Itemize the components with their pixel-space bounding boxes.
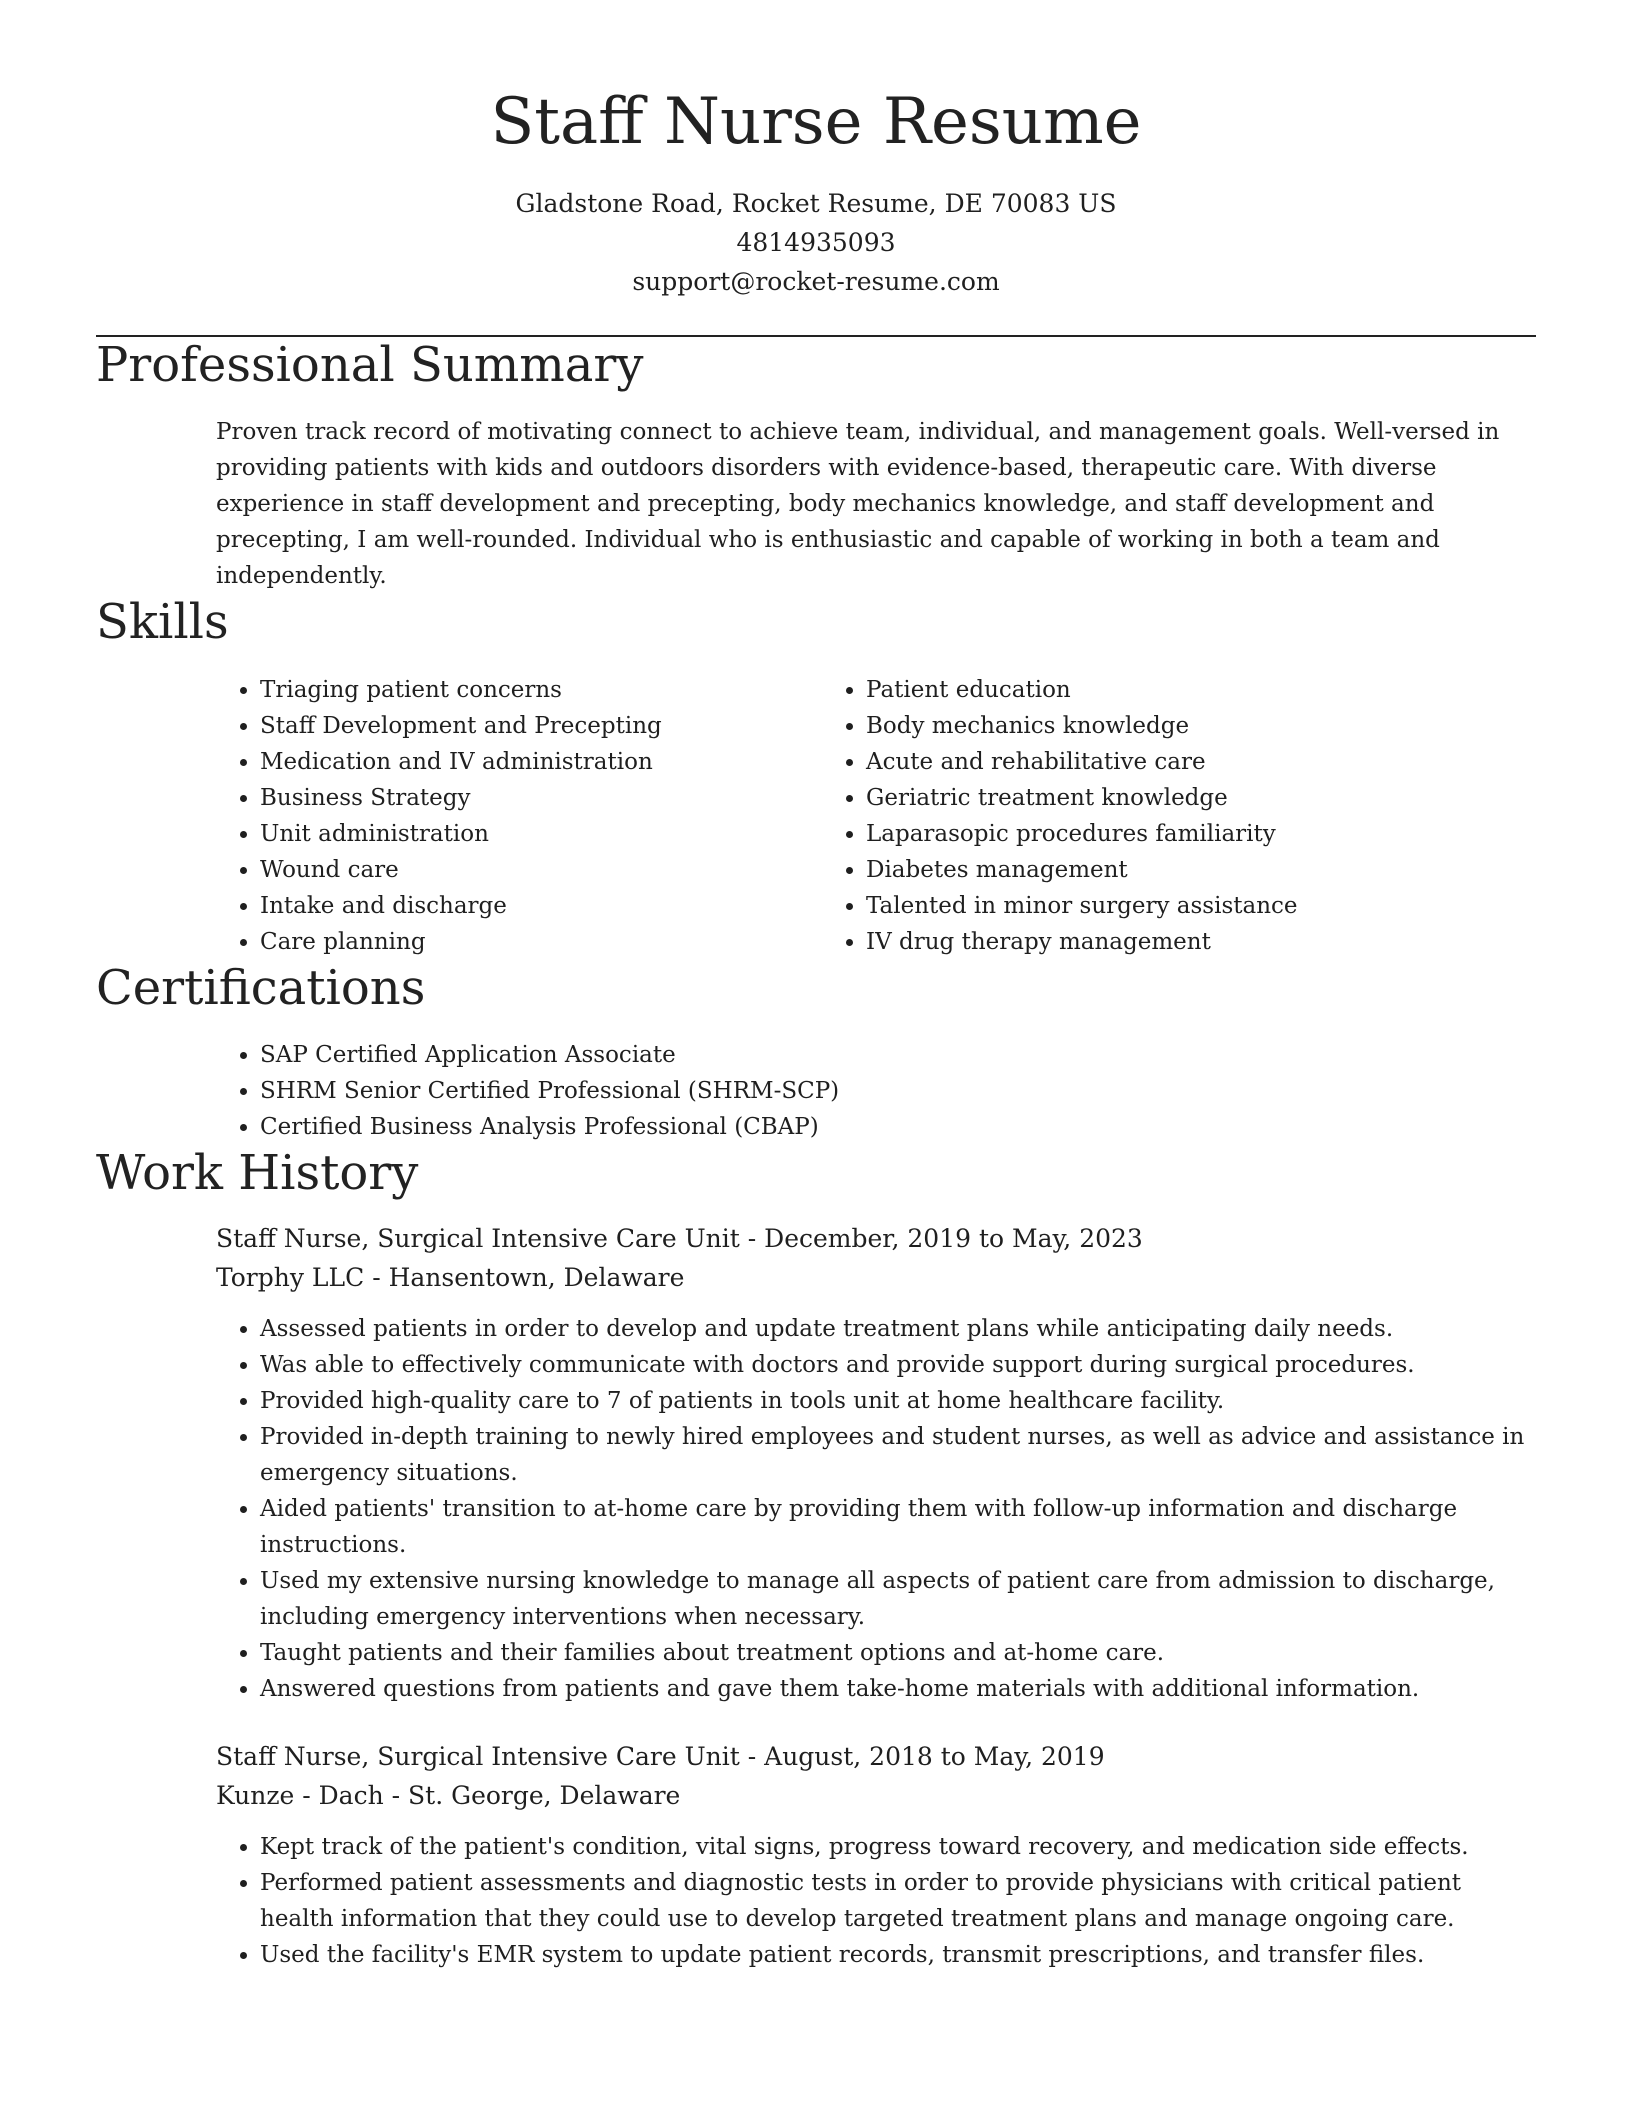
skill-item: • Body mechanics knowledge: [866, 708, 1462, 744]
skill-item: • IV drug therapy management: [866, 924, 1462, 960]
job-company-line: Kunze - Dach - St. George, Delaware: [216, 1780, 681, 1810]
job-duty-item: • Aided patients' transition to at-home care by providing them with follow-up information and discharge instructions.: [260, 1491, 1536, 1563]
summary-text: Proven track record of motivating connect to achieve team, individual, and management goals. Well-versed in providing patients with kids and outdoors disorders with evidence-based, therapeutic care. With diverse experience in staff development and precepting, body mechanics knowledge, and staff development and precepting, I am well-rounded. Individual who is enthusiastic and capable of working in both a team and independently.: [216, 419, 1500, 590]
skill-item: • Laparasopic procedures familiarity: [866, 816, 1462, 852]
skill-item: • Patient education: [866, 672, 1462, 708]
contact-phone: 4814935093: [736, 227, 896, 257]
contact-address: Gladstone Road, Rocket Resume, DE 70083 US: [515, 188, 1117, 218]
job-duty-item: • Was able to effectively communicate with doctors and provide support during surgical procedures.: [260, 1347, 1536, 1383]
skill-item: • Staff Development and Precepting: [260, 708, 822, 744]
job-duties-list: [216, 1311, 1536, 1707]
job-duty-item: • Taught patients and their families about treatment options and at-home care.: [260, 1635, 1536, 1671]
job-duty-item: • Provided high-quality care to 7 of patients in tools unit at home healthcare facility.: [260, 1383, 1536, 1419]
job-duty-item: • Used the facility's EMR system to update patient records, transmit prescriptions, and transfer files.: [260, 1937, 1536, 1973]
certifications-heading: Certifications: [96, 959, 426, 1016]
certification-item: • SHRM Senior Certified Professional (SHRM-SCP): [260, 1073, 1536, 1109]
certification-item: • Certified Business Analysis Professional (CBAP): [260, 1109, 1536, 1145]
work-history-heading: Work History: [96, 1145, 419, 1202]
contact-info: [96, 184, 1536, 301]
resume-title: Staff Nurse Resume: [490, 85, 1142, 159]
skill-item: • Talented in minor surgery assistance: [866, 888, 1462, 924]
certification-item: • SAP Certified Application Associate: [260, 1037, 1536, 1073]
certifications-bullets: [216, 1037, 1536, 1145]
skills-column-left: [216, 672, 822, 960]
skill-item: • Wound care: [260, 852, 822, 888]
job-title-line: Staff Nurse, Surgical Intensive Care Unit - December, 2019 to May, 2023: [216, 1223, 1143, 1253]
skill-item: • Care planning: [260, 924, 822, 960]
summary-heading: Professional Summary: [96, 336, 644, 393]
skill-item: • Intake and discharge: [260, 888, 822, 924]
job-duties-list: [216, 1829, 1536, 1973]
skills-column-right: [822, 672, 1462, 960]
resume-page: [96, 0, 1536, 1973]
job-company-line: Torphy LLC - Hansentown, Delaware: [216, 1262, 685, 1292]
skill-item: • Business Strategy: [260, 780, 822, 816]
skill-item: • Triaging patient concerns: [260, 672, 822, 708]
job-duty-item: • Answered questions from patients and gave them take-home materials with additional information.: [260, 1671, 1536, 1707]
job-entry: [216, 1219, 1536, 1707]
skills-list: [216, 672, 1536, 960]
job-duty-item: • Assessed patients in order to develop and update treatment plans while anticipating daily needs.: [260, 1311, 1536, 1347]
job-duty-item: • Kept track of the patient's condition, vital signs, progress toward recovery, and medication side effects.: [260, 1829, 1536, 1865]
contact-email: support@rocket-resume.com: [632, 266, 1000, 296]
skill-item: • Medication and IV administration: [260, 744, 822, 780]
job-title-line: Staff Nurse, Surgical Intensive Care Unit - August, 2018 to May, 2019: [216, 1741, 1105, 1771]
skills-heading: Skills: [96, 594, 229, 651]
skill-item: • Unit administration: [260, 816, 822, 852]
job-duty-item: • Provided in-depth training to newly hired employees and student nurses, as well as advice and assistance in emergency situations.: [260, 1419, 1536, 1491]
skill-item: • Geriatric treatment knowledge: [866, 780, 1462, 816]
skill-item: • Acute and rehabilitative care: [866, 744, 1462, 780]
certifications-list: [216, 1037, 1536, 1145]
skill-item: • Diabetes management: [866, 852, 1462, 888]
job-entry: [216, 1737, 1536, 1973]
job-duty-item: • Used my extensive nursing knowledge to manage all aspects of patient care from admission to discharge, including emergency interventions when necessary.: [260, 1563, 1536, 1635]
job-duty-item: • Performed patient assessments and diagnostic tests in order to provide physicians with critical patient health information that they could use to develop targeted treatment plans and manage ongoing care.: [260, 1865, 1536, 1937]
